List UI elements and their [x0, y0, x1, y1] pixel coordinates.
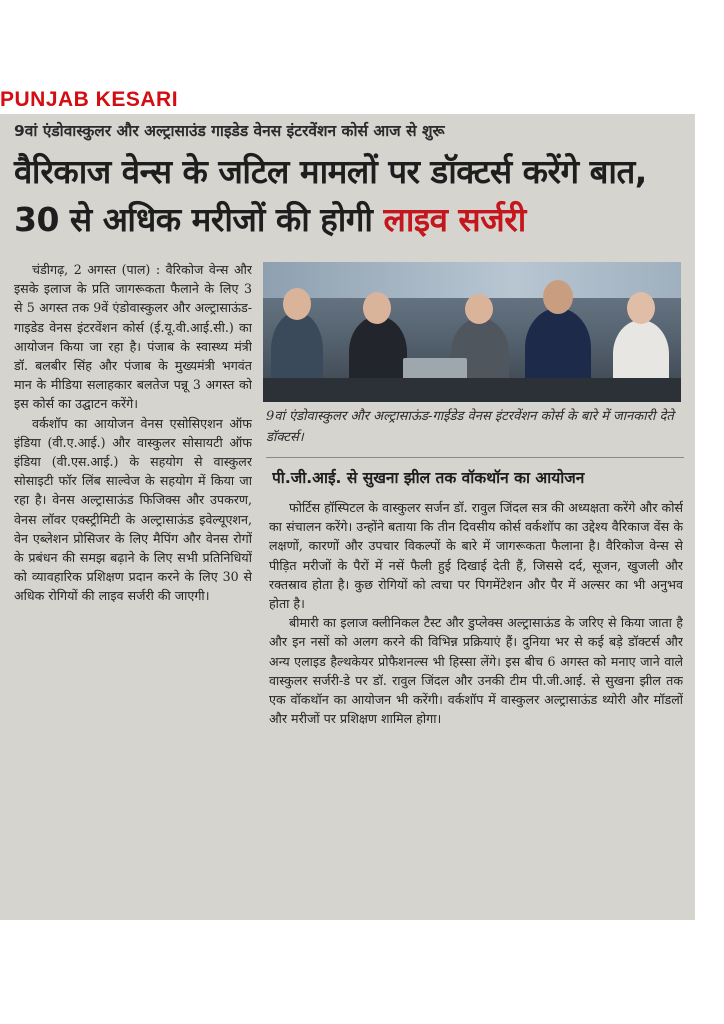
photo-person-head	[627, 292, 655, 324]
photo-person-head	[465, 294, 493, 324]
article-subheading: पी.जी.आई. से सुखना झील तक वॉकथॉन का आयोजन	[272, 469, 585, 487]
photo-person	[525, 308, 591, 388]
article-headline	[14, 148, 689, 258]
photo-person-head	[363, 292, 391, 324]
photo-backdrop-banner	[263, 262, 681, 298]
right-paragraph: बीमारी का इलाज क्लीनिकल टैस्ट और डुप्लेक्स अल्ट्रासाऊंड के जरिए से किया जाता है और इन नसों को अलग करने की विभिन्न प्रक्रियाएं हैं। दुनिया भर से कई बड़े डॉक्टर्स और अन्य एलाइड हैल्थकेयर प्रोफैशनल्स भी हिस्सा लेंगे। इस बीच 6 अगस्त को मनाए जाने वाले वास्कुलर सर्जरी-डे पर डॉ. रावुल जिंदल और उनकी टीम पी.जी.आई. से सुखना झील तक एक वॉकथॉन का आयोजन भी करेंगी। वर्कशॉप में वास्कुलर अल्ट्रासाऊंड थ्योरी और मॉडलों और मरीजों पर प्रशिक्षण शामिल होगा।	[269, 615, 683, 727]
news-clipping	[0, 114, 695, 920]
photo-person	[271, 312, 323, 388]
article-kicker: 9वां एंडोवास्कुलर और अल्ट्रासाउंड गाइडेड वेनस इंटरवेंशन कोर्स आज से शुरू	[14, 122, 445, 140]
photo-person-head	[283, 288, 311, 320]
headline-highlight: लाइव सर्जरी	[383, 200, 526, 239]
left-column	[14, 260, 252, 915]
photo-caption: 9वां एंडोवास्कुलर और अल्ट्रासाऊंड-गाईडेड वेनस इंटरवेंशन कोर्स के बारे में जानकारी देते डॉक्टर्स।	[266, 409, 674, 445]
photo-table	[263, 378, 681, 402]
headline-text: वैरिकाज वेन्स के जटिल मामलों पर डॉक्टर्स करेंगे बात, 30 से अधिक मरीजों की होगी	[14, 152, 647, 239]
divider	[266, 457, 684, 458]
newspaper-masthead: PUNJAB KESARI	[0, 88, 179, 111]
right-column	[269, 498, 683, 888]
left-paragraph: चंडीगढ़, 2 अगस्त (पाल) : वैरिकोज वेन्स और इसके इलाज के प्रति जागरूकता फैलाने के लिए 3 से 5 अगस्त तक 9वें एंडोवास्कुलर और अल्ट्रासाऊंड-गाइडेड वेनस इंटरवेंशन कोर्स (ई.यू.वी.आई.सी.) का आयोजन किया जा रहा है। पंजाब के स्वास्थ्य मंत्री डॉ. बलबीर सिंह और पंजाब के मुख्यमंत्री भगवंत मान के मीडिया सलाहकार बलतेज पन्नू 3 अगस्त को इस कोर्स का उद्घाटन करेंगे।	[14, 262, 252, 412]
left-paragraph: वर्कशॉप का आयोजन वेनस एसोसिएशन ऑफ इंडिया (वी.ए.आई.) और वास्कुलर सोसायटी ऑफ इंडिया (वी.एस.आई.) के सहयोग से वास्कुलर सोसाइटी फॉर लिंब साल्वेज के सहयोग में किया जा रहा है। वेनस अल्ट्रासाऊंड फिजिक्स और उपकरण, वेनस लॉवर एक्स्ट्रीमिटी के अल्ट्रासाऊंड इवेल्यूएशन, वेन एब्लेशन प्रोसिजर के लिए मैपिंग और वेनस रोगों के प्रबंधन की समझ बढ़ाने के लिए सभी प्रतिनिधियों को व्यावहारिक प्रशिक्षण प्रदान करने के लिए 30 से अधिक रोगियों की लाइव सर्जरी की जाएगी।	[14, 415, 252, 604]
article-photo	[263, 262, 681, 402]
right-paragraph: फोर्टिस हॉस्पिटल के वास्कुलर सर्जन डॉ. रावुल जिंदल सत्र की अध्यक्षता करेंगे और कोर्स का संचालन करेंगे। उन्होंने बताया कि तीन दिवसीय कोर्स वर्कशॉप का उद्देश्य वैरिकाज वेंस के लक्षणों, कारणों और उपचार विकल्पों के बारे में जागरूकता फैलाना है। वैरिकोज वेन्स से पीड़ित मरीजों के पैरों में नसें फैली हुई दिखाई देती हैं, जिससे दर्द, सूजन, खुजली और रक्तस्राव होता है। कुछ रोगियों को त्वचा पर पिगमेंटेशन और पैर में अल्सर का भी अनुभव होता है।	[269, 500, 683, 612]
photo-person-head	[543, 280, 573, 314]
